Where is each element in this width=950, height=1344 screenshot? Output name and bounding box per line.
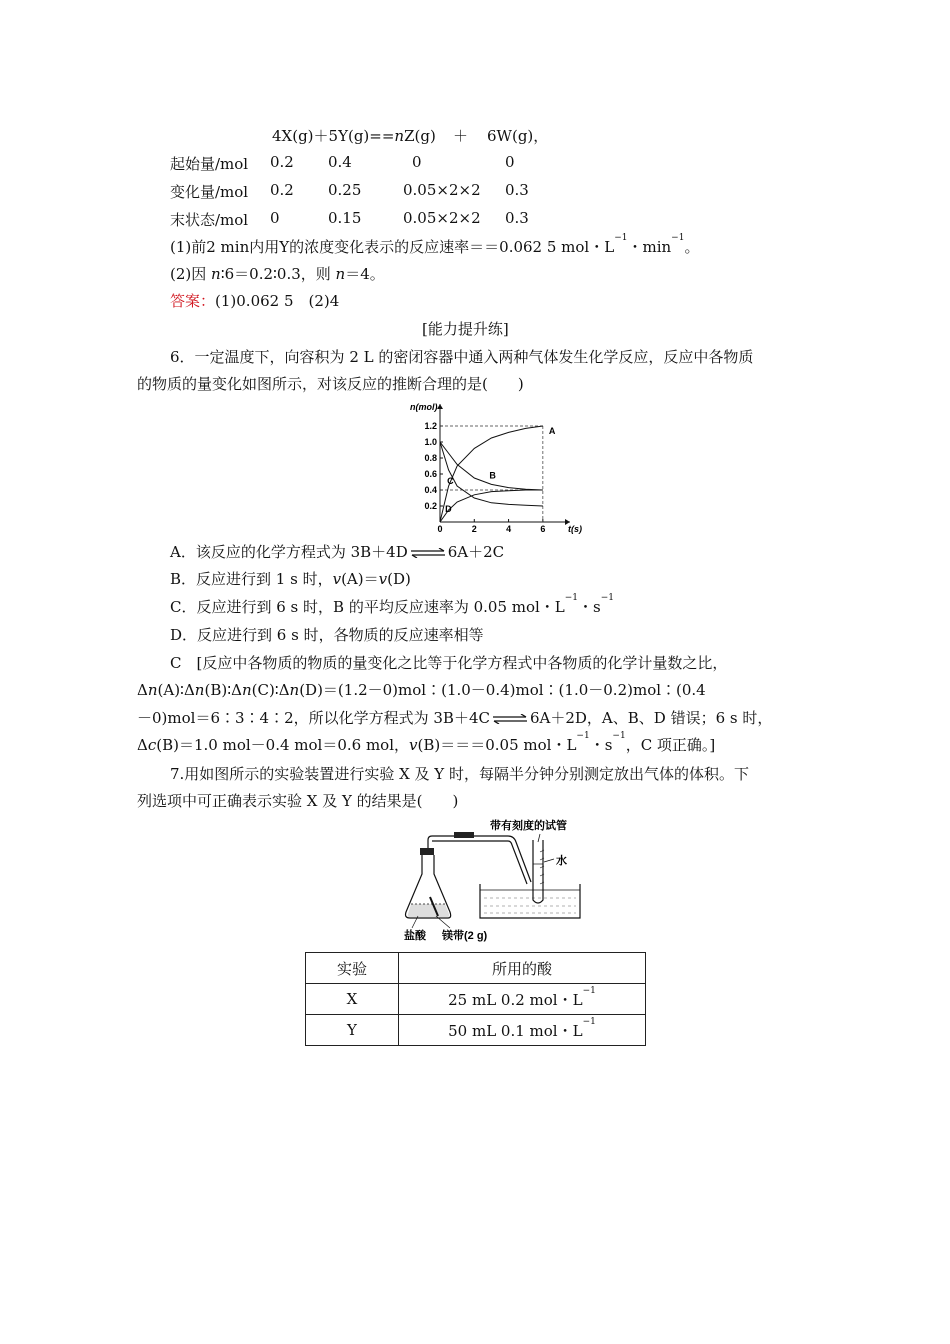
x-tick-label: 4 xyxy=(506,524,512,534)
acid-text: 50 mL 0.1 mol・L xyxy=(448,1021,583,1040)
sol-a: (A)∶Δ xyxy=(157,681,195,699)
row-w: 0 xyxy=(505,153,515,171)
row-w: 0.3 xyxy=(505,209,529,227)
sol1-mid: ・min xyxy=(627,238,672,256)
row-z: 0.05×2×2 xyxy=(403,209,481,227)
option-b-text: B．反应进行到 1 s 时， xyxy=(170,570,333,588)
answer-text: (1)0.062 5 (2)4 xyxy=(215,292,340,310)
y-tick-label: 1.0 xyxy=(424,437,437,447)
row-label: 末状态/mol xyxy=(170,211,249,229)
q6-option-b xyxy=(170,568,411,589)
sol-c: (C)∶Δ xyxy=(251,681,290,699)
sol-line3-post: 6A＋2D，A、B、D 错误；6 s 时， xyxy=(529,709,773,727)
mg-label: 镁带(2 g) xyxy=(442,930,488,942)
q6-stem-line: 6．一定温度下，向容积为 2 L 的密闭容器中通入两种气体发生化学反应，反应中各物质 xyxy=(170,348,754,366)
row-x: 0.2 xyxy=(270,153,294,171)
x-tick-label: 2 xyxy=(471,524,477,534)
sol-b: (B)∶Δ xyxy=(204,681,242,699)
q6-solution-line: C [反应中各物质的物质的量变化之比等于化学方程式中各物质的化学计量数之比， xyxy=(170,654,728,672)
series-line-D xyxy=(440,490,543,522)
row-x: 0 xyxy=(270,209,280,227)
equation-w: 6W(g)， xyxy=(487,127,549,145)
equation-plus: ＋ xyxy=(453,127,469,145)
option-c-sup: −1 xyxy=(564,593,579,603)
option-a-product: 6A＋2C xyxy=(447,543,505,561)
table-header-row xyxy=(306,953,646,984)
y-tick-label: 0.2 xyxy=(424,501,437,511)
q7-apparatus-diagram xyxy=(390,812,600,947)
table-row xyxy=(306,1015,646,1046)
sol1-sup: −1 xyxy=(671,233,685,243)
sol-d: (D)＝(1.2－0)mol∶(1.0－0.4)mol∶(1.0－0.2)mol∶(0.4 xyxy=(299,681,706,699)
q6-option-a xyxy=(170,541,504,562)
row-label: 变化量/mol xyxy=(170,183,249,201)
delivery-tube-icon xyxy=(428,836,531,882)
q5-solution-1 xyxy=(170,233,700,257)
sol1-end: 。 xyxy=(684,238,700,256)
series-label-A: A xyxy=(548,426,556,436)
q6-solution-line xyxy=(137,731,716,755)
y-tick-label: 0.4 xyxy=(424,485,437,495)
row-z: 0.05×2×2 xyxy=(403,181,481,199)
sol-line3-pre: －0)mol＝6∶3∶4∶2，所以化学方程式为 3B＋4C xyxy=(137,709,490,727)
q7-acid-table xyxy=(305,952,646,1046)
sol-n: n xyxy=(147,681,158,699)
q6-option-c xyxy=(170,593,615,617)
y-tick-label: 0.8 xyxy=(424,453,437,463)
option-b-end: (D) xyxy=(387,570,411,588)
q5-solution-2 xyxy=(170,263,385,284)
q6-chart xyxy=(400,400,590,535)
row-y: 0.4 xyxy=(328,153,352,171)
row-w: 0.3 xyxy=(505,181,529,199)
equilibrium-arrow-icon xyxy=(492,714,528,724)
q6-solution-line xyxy=(137,707,772,728)
sol-rate: (B)＝＝＝0.05 mol・L xyxy=(417,736,577,754)
table-header: 实验 xyxy=(306,953,399,984)
row-y: 0.15 xyxy=(328,209,362,227)
option-b-v: v xyxy=(378,570,388,588)
q7-stem-line: 7.用如图所示的实验装置进行实验 X 及 Y 时，每隔半分钟分别测定放出气体的体积。下 xyxy=(170,765,749,783)
series-label-D: D xyxy=(445,504,452,514)
option-b-mid: (A)＝ xyxy=(341,570,379,588)
q6-stem-line: 的物质的量变化如图所示，对该反应的推断合理的是( ) xyxy=(137,375,524,393)
table-cell-acid xyxy=(399,1015,646,1046)
option-c-sup: −1 xyxy=(600,593,615,603)
sol-sup: −1 xyxy=(612,731,626,741)
stopper-icon xyxy=(420,848,434,855)
equilibrium-arrow-icon xyxy=(410,548,446,558)
series-label-C: C xyxy=(447,476,454,486)
acid-text: 25 mL 0.2 mol・L xyxy=(448,990,583,1009)
y-axis-label: n(mol) xyxy=(410,402,438,412)
sol-delta: Δ xyxy=(137,736,148,754)
sol-n: n xyxy=(289,681,300,699)
sol-end: ，C 项正确。] xyxy=(625,736,716,754)
sol-n: n xyxy=(194,681,205,699)
sol2-mid: ∶6＝0.2∶0.3，则 xyxy=(220,265,336,283)
option-b-v: v xyxy=(332,570,342,588)
y-axis-arrow-icon xyxy=(437,404,443,409)
x-tick-label: 0 xyxy=(437,524,443,534)
sol-v: v xyxy=(409,736,418,754)
row-y: 0.25 xyxy=(328,181,362,199)
y-tick-label: 0.6 xyxy=(424,469,437,479)
answer-label: 答案： xyxy=(170,292,216,310)
series-label-B: B xyxy=(489,470,496,481)
row-x: 0.2 xyxy=(270,181,294,199)
sol-c-var: c xyxy=(147,736,157,754)
sol-sup: −1 xyxy=(576,731,590,741)
x-tick-label: 6 xyxy=(540,524,546,534)
table-cell-exp: X xyxy=(306,984,399,1015)
reaction-equation xyxy=(272,125,436,146)
sol2-text: (2)因 xyxy=(170,265,212,283)
sol1-sup: −1 xyxy=(614,233,628,243)
equation-n: n xyxy=(394,127,405,145)
equation-z: Z(g) xyxy=(404,127,436,145)
x-axis-label: t(s) xyxy=(568,524,582,534)
table-header: 所用的酸 xyxy=(399,953,646,984)
sol1-text: (1)前2 min内用Y的浓度变化表示的反应速率＝＝0.062 5 mol・L xyxy=(170,238,615,256)
acid-label: 盐酸 xyxy=(404,930,426,942)
acid-sup: −1 xyxy=(582,1016,596,1027)
table-row xyxy=(306,984,646,1015)
sol2-n: n xyxy=(211,265,221,283)
q6-solution-line xyxy=(137,679,706,700)
q5-answer xyxy=(170,290,339,311)
option-c-mid: ・s xyxy=(578,598,601,616)
option-c-text: C．反应进行到 6 s 时，B 的平均反应速率为 0.05 mol・L xyxy=(170,598,565,616)
sol2-n: n xyxy=(335,265,346,283)
acid-sup: −1 xyxy=(582,985,596,996)
sol-n: n xyxy=(241,681,252,699)
sol-s: ・s xyxy=(589,736,613,754)
row-z: 0 xyxy=(412,153,422,171)
y-tick-label: 1.2 xyxy=(424,421,437,431)
sol2-end: ＝4。 xyxy=(345,265,385,283)
sol-delta: Δ xyxy=(137,681,148,699)
equation-left: 4X(g)＋5Y(g)== xyxy=(272,127,395,145)
water-label: 水 xyxy=(556,855,567,867)
q6-option-d: D．反应进行到 6 s 时，各物质的反应速率相等 xyxy=(170,626,484,644)
tube-label: 带有刻度的试管 xyxy=(490,820,567,832)
option-a-text: A．该反应的化学方程式为 3B＋4D xyxy=(170,543,408,561)
q7-stem-line: 列选项中可正确表示实验 X 及 Y 的结果是( ) xyxy=(137,792,459,810)
graduated-tube-icon xyxy=(533,840,543,903)
section-heading: [能力提升练] xyxy=(422,320,509,338)
sol-line4-mid: (B)＝1.0 mol－0.4 mol＝0.6 mol， xyxy=(156,736,410,754)
table-cell-acid xyxy=(399,984,646,1015)
row-label: 起始量/mol xyxy=(170,155,249,173)
table-cell-exp: Y xyxy=(306,1015,399,1046)
